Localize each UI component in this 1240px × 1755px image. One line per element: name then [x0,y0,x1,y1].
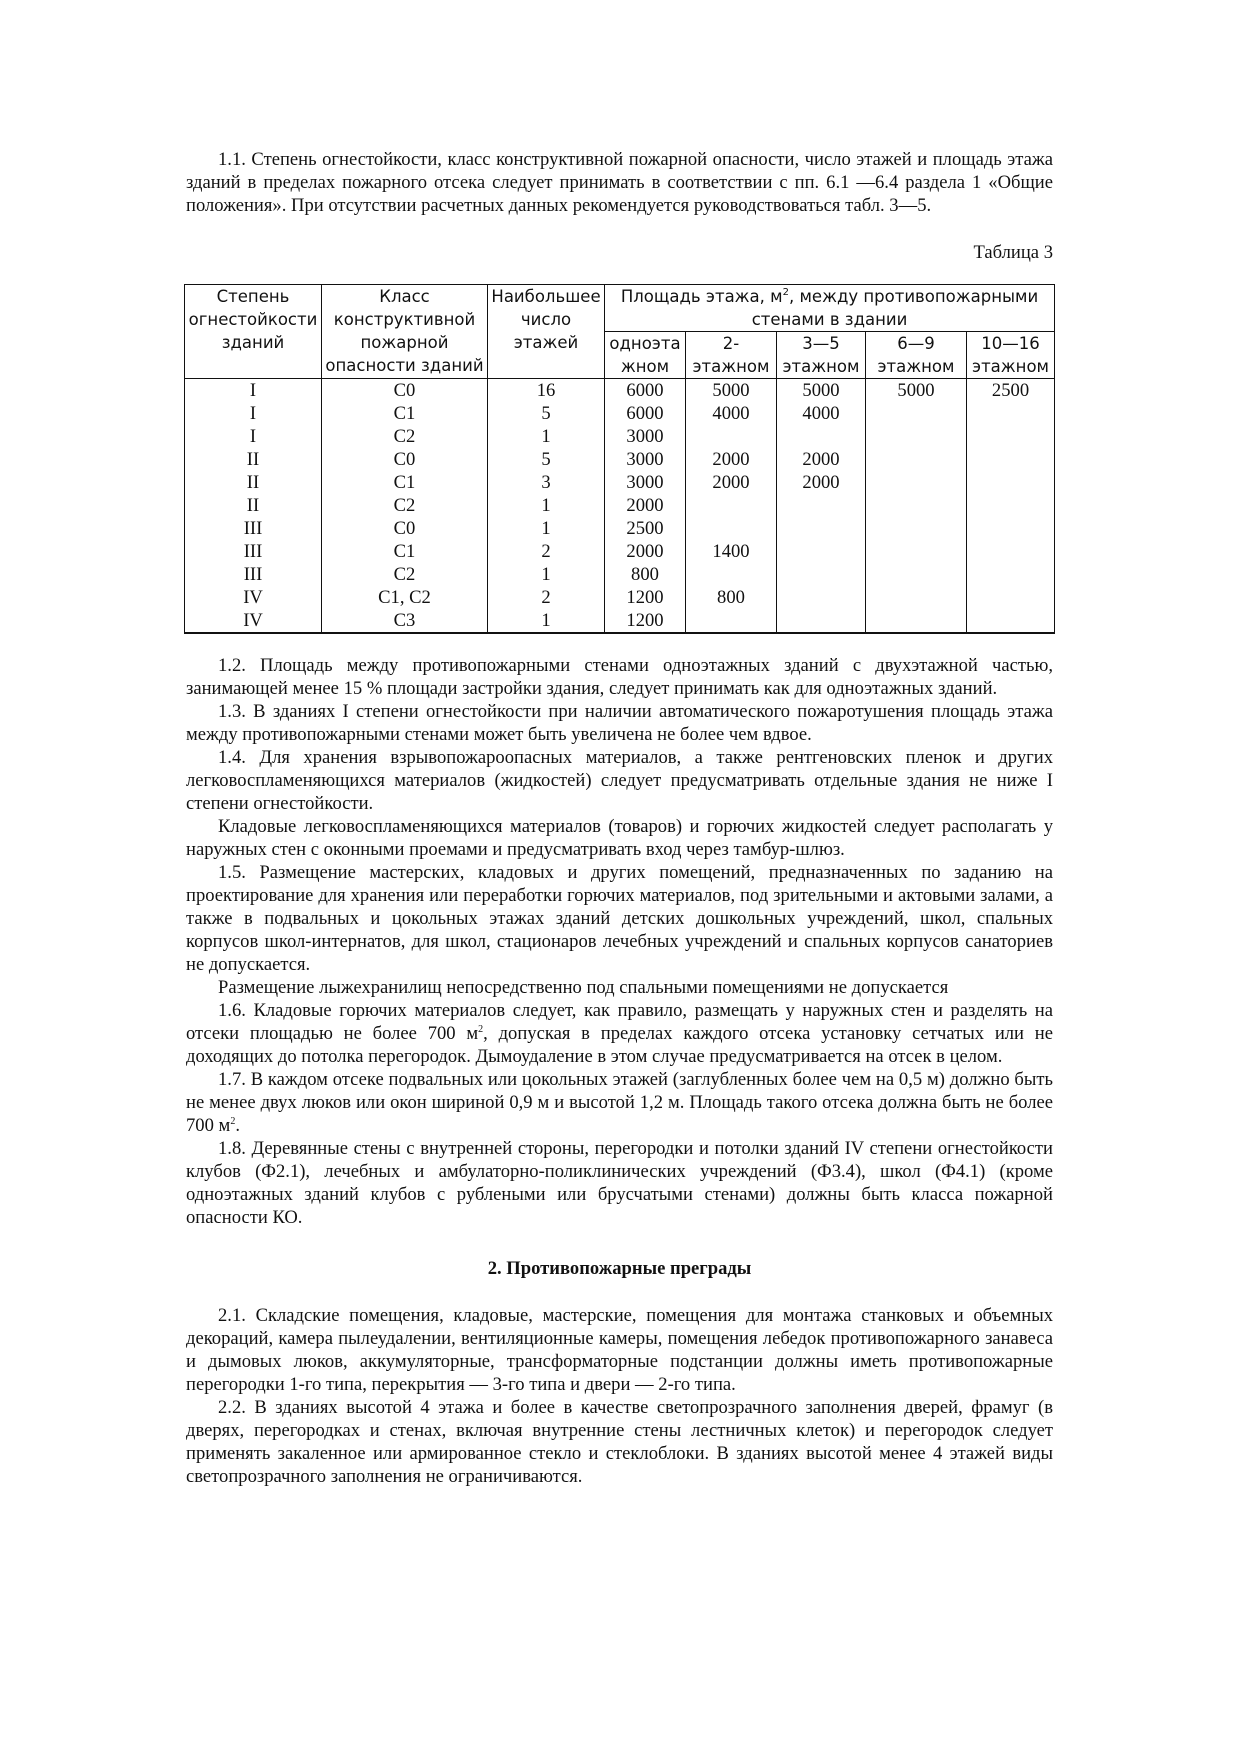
table-cell: С2 [322,563,488,586]
header-one-storey: одноэта жном [605,332,686,379]
table-row [185,471,1055,494]
table-cell: 800 [605,563,686,586]
table-cell: 3 [488,471,605,494]
table-cell: 3000 [605,425,686,448]
table-row [185,425,1055,448]
table-row [185,379,1055,403]
table-cell: IV [185,609,322,633]
table-cell [866,563,967,586]
table-row [185,494,1055,517]
table-cell: С2 [322,494,488,517]
table-cell: II [185,471,322,494]
table-row [185,448,1055,471]
paragraph-1-2: 1.2. Площадь между противопожарными стенами одноэтажных зданий с двухэтажной частью, занимающей менее 15 % площади застройки здания, следует принимать как для одноэтажных зданий. [186,655,1053,699]
table-cell [866,586,967,609]
table-cell: I [185,402,322,425]
table-cell: III [185,517,322,540]
table-cell: 1200 [605,609,686,633]
table-cell: 1 [488,517,605,540]
table-cell: 2000 [605,494,686,517]
table-cell: 2 [488,540,605,563]
table-row [185,609,1055,633]
table-cell [866,448,967,471]
table-cell [866,471,967,494]
table-cell [686,425,777,448]
header-max-floors: Наибольшее число этажей [488,285,605,379]
table-cell: С3 [322,609,488,633]
table-cell: 3000 [605,448,686,471]
table-cell: 2 [488,586,605,609]
table-cell: 1 [488,494,605,517]
table-cell [866,517,967,540]
table-cell: 4000 [777,402,866,425]
paragraph-1-4: 1.4. Для хранения взрывопожароопасных материалов, а также рентгеновских пленок и других легковоспламеняющихся материалов (жидкостей) следует предусматривать отдельные здания не ниже I степени огнестойкости. [186,747,1053,814]
table-cell [777,540,866,563]
table-cell: 3000 [605,471,686,494]
table-cell: 2000 [777,471,866,494]
table-cell: 6000 [605,402,686,425]
fire-compartment-table [184,284,1055,634]
table-cell: 2000 [777,448,866,471]
table-cell [777,609,866,633]
table-cell: 1400 [686,540,777,563]
paragraph-1-7: 1.7. В каждом отсеке подвальных или цокольных этажей (заглубленных более чем на 0,5 м) должно быть не менее двух люков или окон шириной 0,9 м и высотой 1,2 м. Площадь такого отсека должна быть не более 700 $м^2$. [186,1069,1053,1136]
table-cell: 1200 [605,586,686,609]
table-cell: С0 [322,517,488,540]
table-cell: I [185,379,322,403]
paragraph-2-1: 2.1. Складские помещения, кладовые, мастерские, помещения для монтажа станковых и объемных декораций, камера пылеудалении, вентиляционные камеры, помещения лебедок противопожарного занавеса и дымовых люков, аккумуляторные, трансформаторные подстанции должны иметь противопожарные перегородки 1-го типа, перекрытия — 3-го типа и двери — 2-го типа. [186,1305,1053,1395]
table-cell [866,540,967,563]
paragraph-2-2: 2.2. В зданиях высотой 4 этажа и более в качестве светопрозрачного заполнения дверей, фрамуг (в дверях, перегородках и стенах, включая внутренние стены лестничных клеток) и перегородок следует применять закаленное или армированное стекло и стеклоблоки. В зданиях высотой менее 4 этажей виды светопрозрачного заполнения не ограничиваются. [186,1397,1053,1487]
paragraph-1-5-ski: Размещение лыжехранилищ непосредственно под спальными помещениями не допускается [218,977,949,998]
table-cell [967,425,1055,448]
table-cell: 5 [488,402,605,425]
header-3-5-storey: 3—5 этажном [777,332,866,379]
table-cell: 5 [488,448,605,471]
paragraph-1-6: 1.6. Кладовые горючих материалов следует, как правило, размещать у наружных стен и разделять на отсеки площадью не более 700 $м^2$, допуская в пределах каждого отсека установку сетчатых или не доходящих до потолка перегородок. Дымоудаление в этом случае предусматривается на отсек в целом. [186,1000,1053,1067]
table-cell: С1 [322,471,488,494]
table-cell [967,471,1055,494]
header-floor-area-group: Площадь этажа, $м^2$, между противопожарными стенами в здании [605,285,1055,332]
table-row [185,517,1055,540]
paragraph-1-3: 1.3. В зданиях I степени огнестойкости при наличии автоматического пожаротушения площадь этажа между противопожарными стенами может быть увеличена не более чем вдвое. [186,701,1053,745]
table-cell [866,494,967,517]
table-cell [777,425,866,448]
document-page [186,148,1053,1488]
table-cell [686,609,777,633]
table-cell [866,402,967,425]
table-cell: 16 [488,379,605,403]
table-cell: II [185,448,322,471]
table-cell: 4000 [686,402,777,425]
table-row [185,402,1055,425]
table-cell [967,402,1055,425]
table-cell [777,494,866,517]
table-cell: 2500 [967,379,1055,403]
table-cell [777,517,866,540]
table-cell: 1 [488,425,605,448]
table-cell: С1 [322,402,488,425]
table-row [185,540,1055,563]
table-cell: С1 [322,540,488,563]
table-cell: 5000 [686,379,777,403]
table-cell: 5000 [866,379,967,403]
header-6-9-storey: 6—9 этажном [866,332,967,379]
table-caption: Таблица 3 [973,242,1053,263]
header-10-16-storey: 10—16 этажном [967,332,1055,379]
paragraph-1-1: 1.1. Степень огнестойкости, класс конструктивной пожарной опасности, число этажей и площадь этажа зданий в пределах пожарного отсека следует принимать в соответствии с пп. 6.1 —6.4 раздела 1 «Общие положения». При отсутствии расчетных данных рекомендуется руководствоваться табл. 3—5. [186,149,1053,216]
table-cell [777,586,866,609]
table-cell [967,540,1055,563]
table-cell: С0 [322,448,488,471]
table-cell [686,563,777,586]
table-cell [686,517,777,540]
table-cell [866,609,967,633]
table-cell: I [185,425,322,448]
header-fire-resistance: Степень огнестойкости зданий [185,285,322,379]
table-cell [967,448,1055,471]
table-cell: II [185,494,322,517]
table-cell: 1 [488,563,605,586]
table-cell [967,517,1055,540]
table-body [185,379,1055,634]
section-1-body [186,654,1053,1229]
table-cell [866,425,967,448]
paragraph-1-4-storage: Кладовые легковоспламеняющихся материалов (товаров) и горючих жидкостей следует располагать у наружных стен с оконными проемами и предусматривать вход через тамбур-шлюз. [186,816,1053,860]
table-cell [967,494,1055,517]
table-cell: 1 [488,609,605,633]
table-cell: С2 [322,425,488,448]
paragraph-1-5: 1.5. Размещение мастерских, кладовых и других помещений, предназначенных по заданию на проектирование для хранения или переработки горючих материалов, под зрительными и актовыми залами, а также в подвальных и цокольных этажах зданий детских дошкольных учреждений, школ, спальных корпусов школ-интернатов, для школ, стационаров лечебных учреждений и спальных корпусов санаториев не допускается. [186,862,1053,975]
table-cell [967,586,1055,609]
table-cell: 2500 [605,517,686,540]
header-two-storey: 2- этажном [686,332,777,379]
table-cell: 2000 [686,448,777,471]
paragraph-1-8: 1.8. Деревянные стены с внутренней стороны, перегородки и потолки зданий IV степени огнестойкости клубов (Ф2.1), лечебных и амбулаторно-поликлинических учреждений (Ф3.4), школ (Ф4.1) (кроме одноэтажных зданий клубов с рублеными или брусчатыми стенами) должны быть класса пожарной опасности КО. [186,1138,1053,1228]
table-cell: III [185,540,322,563]
table-cell [686,494,777,517]
table-cell: С0 [322,379,488,403]
table-cell: 2000 [686,471,777,494]
table-row [185,563,1055,586]
table-row [185,586,1055,609]
section-2-heading: 2. Противопожарные преграды [487,1258,752,1279]
table-cell: 2000 [605,540,686,563]
table-cell: III [185,563,322,586]
table-cell: С1, С2 [322,586,488,609]
header-construction-class: Класс конструктивной пожарной опасности зданий [322,285,488,379]
table-cell: 6000 [605,379,686,403]
table-cell [777,563,866,586]
table-cell: 5000 [777,379,866,403]
table-cell: 800 [686,586,777,609]
table-cell: IV [185,586,322,609]
table-cell [967,609,1055,633]
table-cell [967,563,1055,586]
